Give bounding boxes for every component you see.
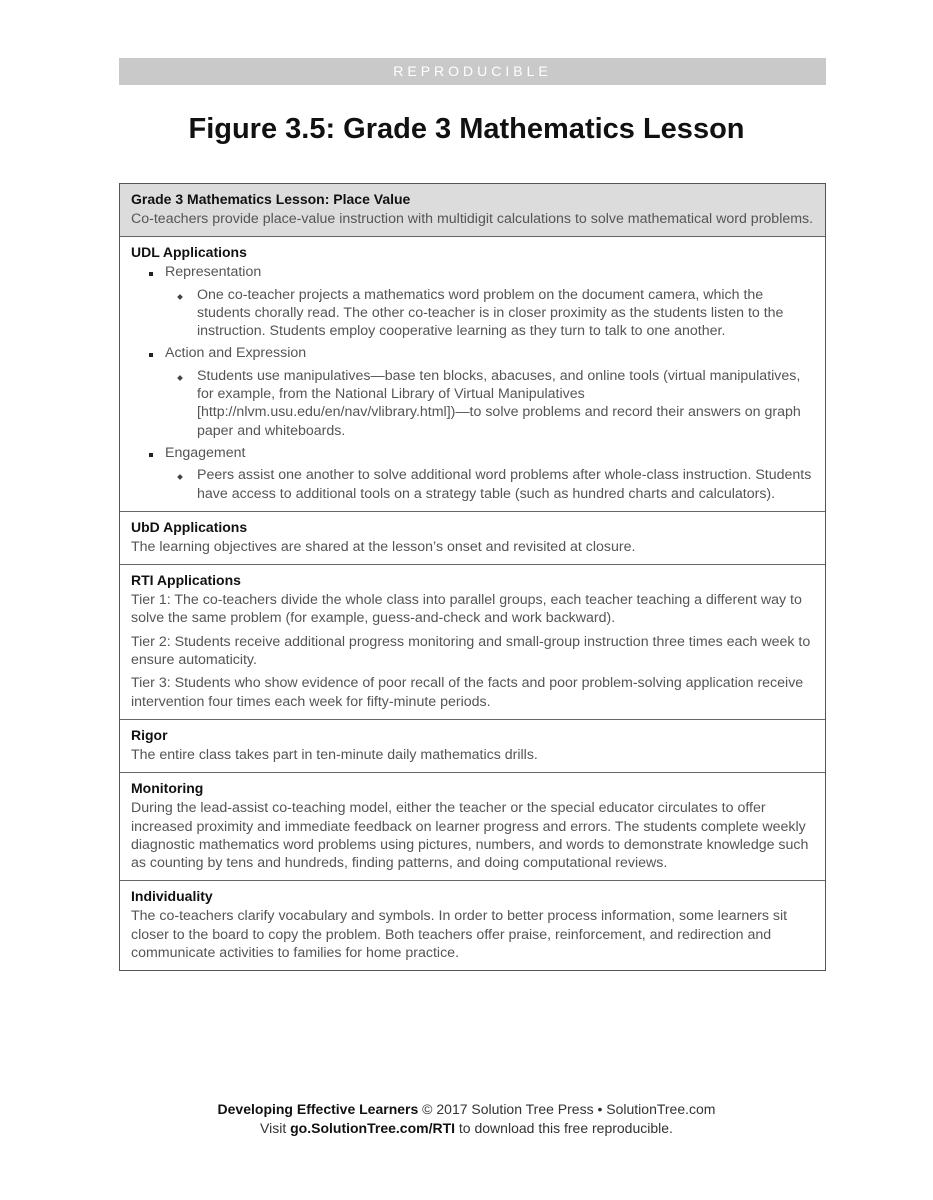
rigor-section [120,720,825,773]
udl-item-label: Representation [165,264,262,281]
rigor-body: The entire class takes part in ten-minute daily mathematics drills. [131,746,538,763]
individuality-heading: Individuality [131,888,213,905]
individuality-body: The co-teachers clarify vocabulary and symbols. In order to better process information, some learners sit closer to the board to copy the problem. Both teachers offer praise, reinforcement, and redirection and communicate activities to families for home practice. [131,908,788,962]
square-bullet-icon [131,444,165,462]
diamond-bullet-icon [176,367,197,385]
individuality-section [120,881,825,970]
lesson-heading: Grade 3 Mathematics Lesson: Place Value [131,191,411,207]
page-title: Figure 3.5: Grade 3 Mathematics Lesson [188,113,745,145]
copyright-text: © 2017 Solution Tree Press • SolutionTree.com [418,1101,716,1117]
rti-tier-3: Tier 3: Students who show evidence of poor recall of the facts and poor problem-solving application receive intervention four times each week for fifty-minute periods. [131,675,804,710]
download-text: to download this free reproducible. [455,1120,673,1136]
rti-tier-2: Tier 2: Students receive additional progress monitoring and small-group instruction three times each week to ensure automaticity. [131,633,811,669]
square-bullet-icon [131,344,165,362]
udl-item-detail: Peers assist one another to solve additional word problems after whole-class instruction. Students have access to additional tools on a strategy table (such as hundred charts and calculators). [197,467,812,502]
udl-item-label: Engagement [165,444,246,461]
visit-text: Visit [260,1120,291,1136]
diamond-bullet-icon [176,286,197,304]
udl-item-representation [131,263,814,281]
footer [0,1100,933,1138]
udl-item-detail: One co-teacher projects a mathematics word problem on the document camera, which the students chorally read. The other co-teacher is in closer proximity as the students listen to the instruction. Students employ cooperative learning as they turn to talk to one another. [197,286,784,340]
udl-item-engagement [131,444,814,462]
ubd-section [120,512,825,565]
udl-item-detail-row [131,286,814,341]
lesson-body: Co-teachers provide place-value instruction with multidigit calculations to solve mathematical word problems. [131,211,814,227]
ubd-heading: UbD Applications [131,518,248,535]
udl-section [120,237,825,512]
rti-tier-1: Tier 1: The co-teachers divide the whole class into parallel groups, each teacher teaching a different way to solve the same problem (for example, guess-and-check and work backward). [131,592,802,627]
book-title: Developing Effective Learners [217,1101,419,1117]
lesson-summary-section [120,184,825,237]
rti-heading: RTI Applications [131,572,241,589]
udl-item-label: Action and Expression [165,345,307,362]
monitoring-heading: Monitoring [131,780,204,797]
udl-item-detail-row [131,367,814,440]
udl-item-action-expression [131,344,814,362]
footer-line-1 [0,1100,933,1119]
footer-line-2 [0,1119,933,1138]
udl-item-detail-row [131,466,814,503]
udl-heading: UDL Applications [131,244,247,261]
reproducible-banner: REPRODUCIBLE [119,58,826,85]
square-bullet-icon [131,263,165,281]
udl-item-detail: Students use manipulatives—base ten blocks, abacuses, and online tools (virtual manipulatives, for example, from the National Library of Virtual Manipulatives [http://nlvm.usu.edu/en/nav/vlibrary.html])—to solve problems and record their answers on graph paper and whiteboards. [197,367,801,439]
monitoring-body: During the lead-assist co-teaching model, either the teacher or the special educator circulates to offer increased proximity and immediate feedback on learner progress and errors. The students complete weekly diagnostic mathematics word problems using pictures, numbers, and words to demonstrate knowledge such as counting by tens and hundreds, finding patterns, and doing computational reviews. [131,800,809,872]
rti-section [120,565,825,720]
rigor-heading: Rigor [131,726,168,743]
lesson-table [119,183,826,971]
reproducible-link[interactable]: go.SolutionTree.com/RTI [290,1120,456,1136]
monitoring-section [120,773,825,881]
ubd-body: The learning objectives are shared at the lesson’s onset and revisited at closure. [131,538,636,555]
diamond-bullet-icon [176,466,197,484]
